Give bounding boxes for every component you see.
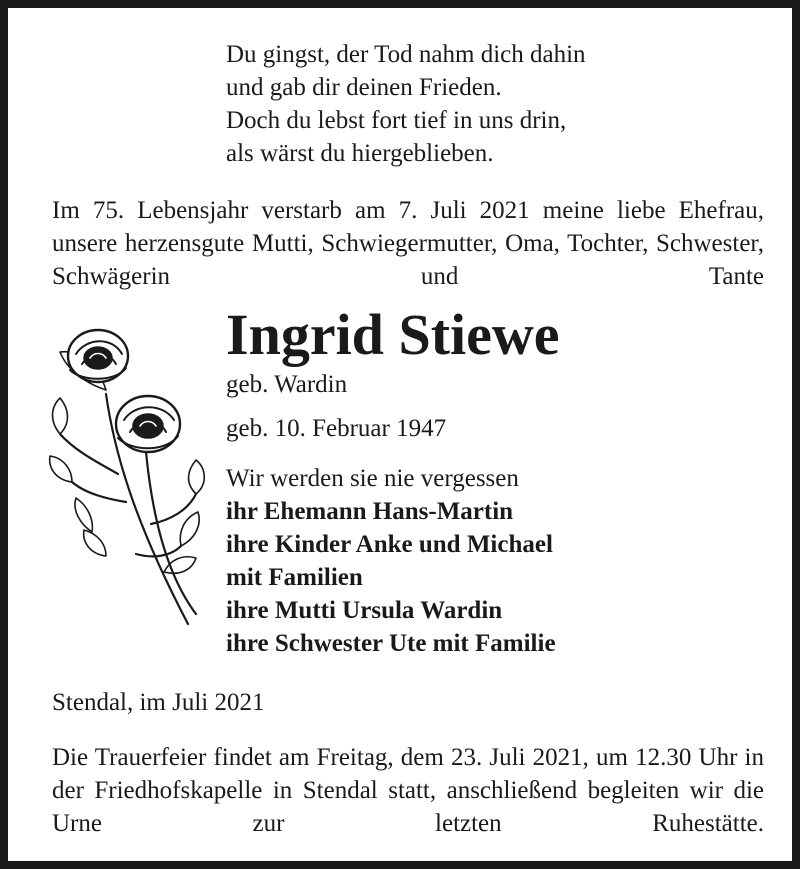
funeral-info: Die Trauerfeier findet am Freitag, dem 23. Juli 2021, um 12.30 Uhr in der Friedhofskapelle in Stendal statt, anschließend begleiten wir die Urne zur letzten Ruhestätte. bbox=[52, 744, 764, 837]
mourner-line: ihre Kinder Anke und Michael bbox=[226, 531, 553, 558]
poem-line: Du gingst, der Tod nahm dich dahin bbox=[226, 41, 586, 68]
mourners-list bbox=[226, 462, 556, 660]
poem-line: als wärst du hiergeblieben. bbox=[226, 140, 494, 167]
mourner-line: ihre Schwester Ute mit Familie bbox=[226, 630, 556, 657]
poem-line: Doch du lebst fort tief in uns drin, bbox=[226, 107, 567, 134]
deceased-name: Ingrid Stiewe bbox=[226, 302, 560, 367]
death-announcement: Im 75. Lebensjahr verstarb am 7. Juli 2021 meine liebe Ehefrau, unsere herzensgute Mutti, Schwiegermutter, Oma, Tochter, Schwester, Schwägerin und Tante bbox=[52, 197, 764, 290]
mourner-line: ihr Ehemann Hans-Martin bbox=[226, 498, 514, 525]
birth-date: geb. 10. Februar 1947 bbox=[226, 415, 447, 442]
poem bbox=[226, 38, 586, 170]
maiden-name: geb. Wardin bbox=[226, 371, 348, 398]
mourners-intro: Wir werden sie nie vergessen bbox=[226, 465, 519, 492]
roses-icon bbox=[46, 324, 206, 644]
mourner-line: mit Familien bbox=[226, 564, 363, 591]
mourner-line: ihre Mutti Ursula Wardin bbox=[226, 597, 503, 624]
place-date: Stendal, im Juli 2021 bbox=[52, 689, 265, 716]
poem-line: und gab dir deinen Frieden. bbox=[226, 74, 502, 101]
